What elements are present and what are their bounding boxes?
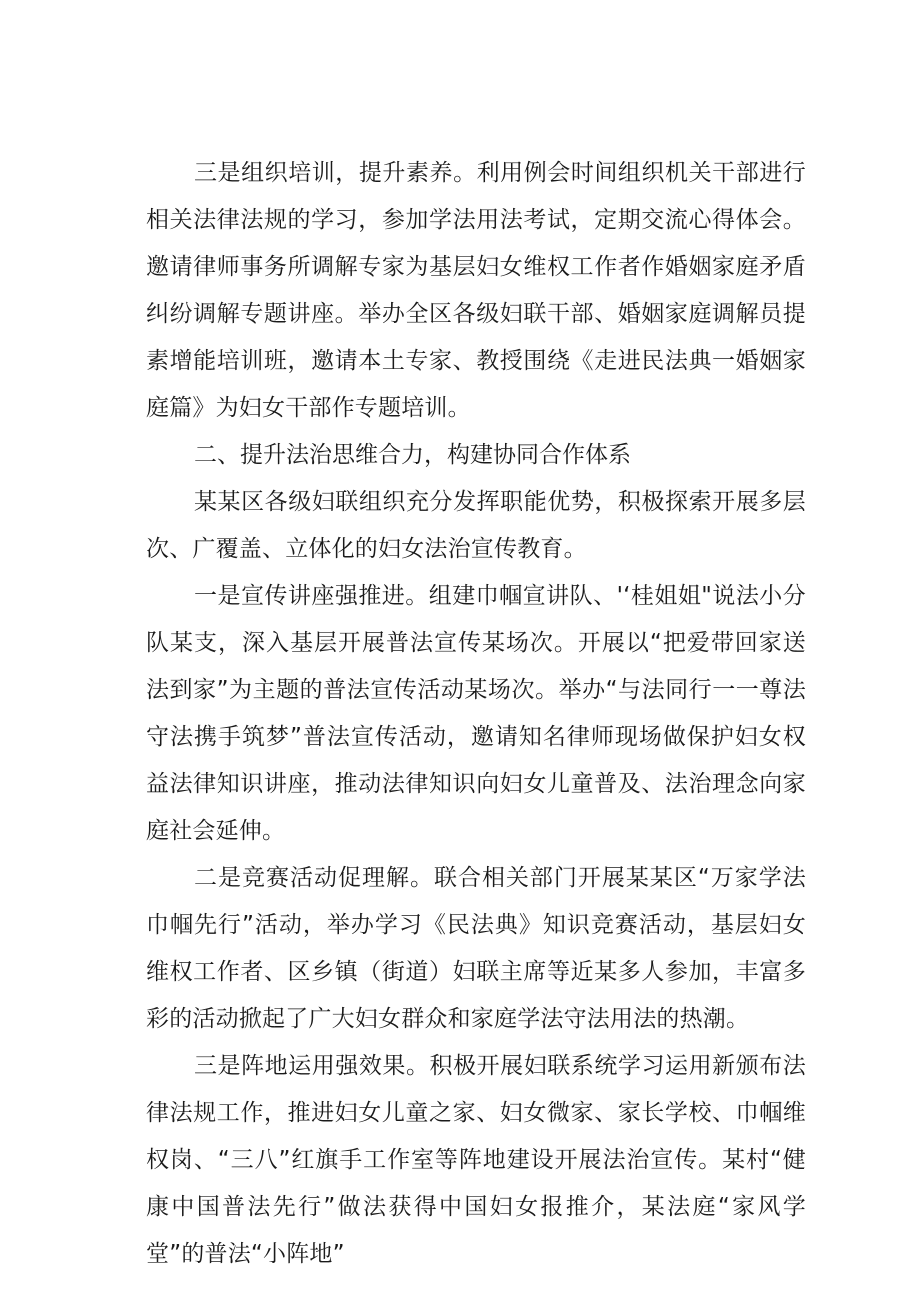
paragraph-training: 三是组织培训，提升素养。利用例会时间组织机关干部进行相关法律法规的学习，参加学法用法考试，定期交流心得体会。邀请律师事务所调解专家为基层妇女维权工作者作婚姻家庭矛盾纠纷调解专题讲座。举办全区各级妇联干部、婚姻家庭调解员提素增能培训班，邀请本土专家、教授围绕《走进民法典一婚姻家庭篇》为妇女干部作专题培训。 [146,160,806,421]
paragraph-competition: 二是竞赛活动促理解。联合相关部门开展某某区“万家学法巾帼先行”活动，举办学习《民法典》知识竞赛活动，基层妇女维权工作者、区乡镇（街道）妇联主席等近某多人参加，丰富多彩的活动掀起了广大妇女群众和家庭学法守法用法的热潮。 [146,865,806,1032]
paragraph-intro: 某某区各级妇联组织充分发挥职能优势，积极探索开展多层次、广覆盖、立体化的妇女法治宣传教育。 [146,489,806,562]
paragraph-lectures: 一是宣传讲座强推进。组建巾帼宣讲队、'‘桂姐姐"说法小分队某支，深入基层开展普法宣传某场次。开展以“把爱带回家送法到家”为主题的普法宣传活动某场次。举办“与法同行一一尊法守法携手筑梦”普法宣传活动，邀请知名律师现场做保护妇女权益法律知识讲座，推动法律知识向妇女儿童普及、法治理念向家庭社会延伸。 [146,583,806,844]
document-body [146,150,806,1278]
paragraph-positions: 三是阵地运用强效果。积极开展妇联系统学习运用新颁布法律法规工作，推进妇女儿童之家、妇女微家、家长学校、巾帼维权岗、“三八”红旗手工作室等阵地建设开展法治宣传。某村“健康中国普法先行”做法获得中国妇女报推介，某法庭“家风学堂”的普法“小阵地” [146,1053,806,1267]
section-heading: 二、提升法治思维合力，构建协同合作体系 [194,442,631,468]
